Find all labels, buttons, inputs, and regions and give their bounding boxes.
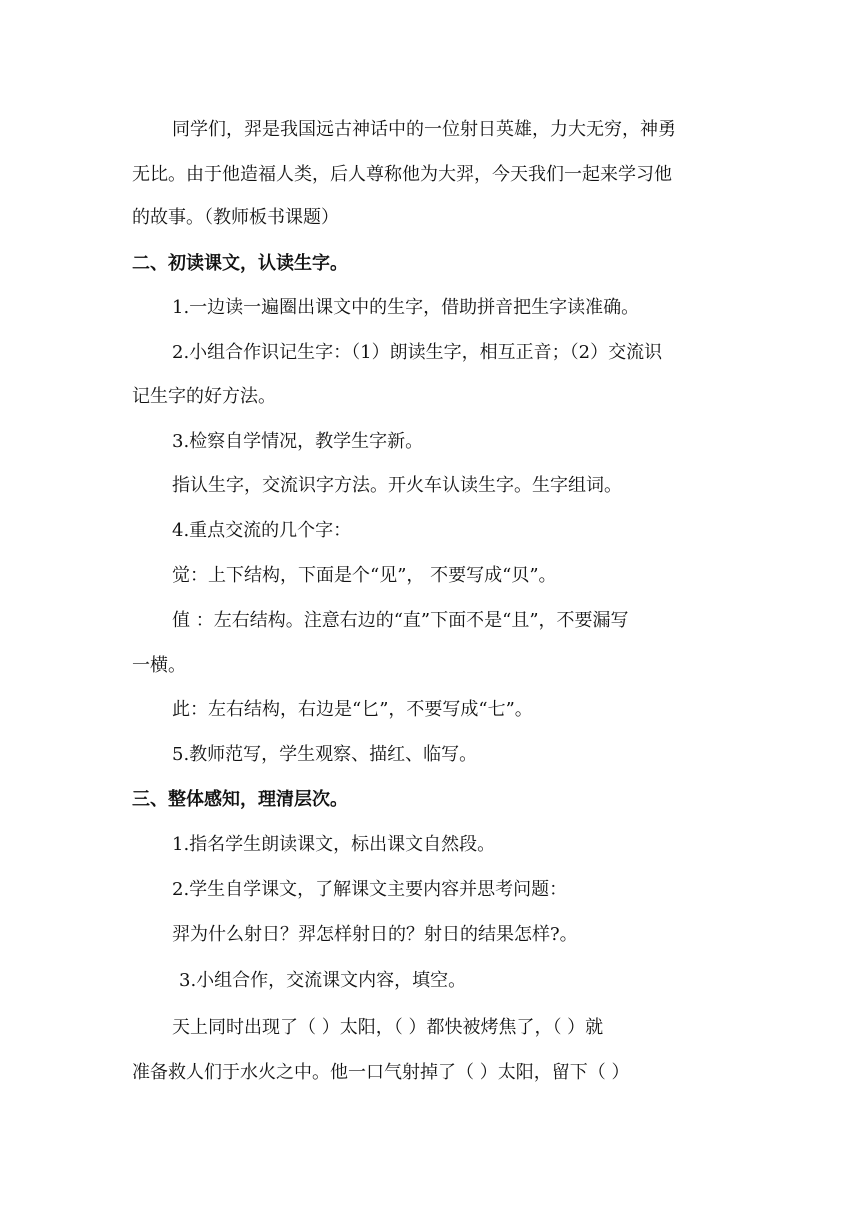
fill-blank-line-2: 准备救人们于水火之中。他一口气射掉了（ ）太阳，留下（ ） xyxy=(132,1062,630,1083)
list-item-1: 1.一边读一遍圈出课文中的生字，借助拼音把生字读准确。 xyxy=(172,297,640,318)
fill-blank-line-1: 天上同时出现了（ ）太阳，（ ）都快被烤焦了，（ ）就 xyxy=(172,1017,604,1038)
section3-item-1: 1.指名学生朗读课文，标出课文自然段。 xyxy=(172,834,496,855)
character-note-zhi-line-1: 值 ：左右结构。注意右边的“直”下面不是“且”，不要漏写 xyxy=(172,610,629,631)
intro-paragraph-line-2: 无比。由于他造福人类，后人尊称他为大羿，今天我们一起来学习他 xyxy=(132,164,672,185)
list-item-2-line-2: 记生字的好方法。 xyxy=(132,386,276,407)
intro-paragraph-line-3: 的故事。（教师板书课题） xyxy=(132,207,339,228)
intro-paragraph-line-1: 同学们，羿是我国远古神话中的一位射日英雄，力大无穷，神勇 xyxy=(172,119,676,140)
section3-item-3: 3.小组合作，交流课文内容，填空。 xyxy=(179,970,467,991)
list-item-5: 5.教师范写，学生观察、描红、临写。 xyxy=(172,744,478,765)
section3-item-2: 2.学生自学课文，了解课文主要内容并思考问题： xyxy=(172,879,568,900)
section-heading-3: 三、整体感知，理清层次。 xyxy=(132,789,348,810)
character-note-jue: 觉：上下结构，下面是个“见”， 不要写成“贝”。 xyxy=(172,565,557,586)
character-note-zhi-line-2: 一横。 xyxy=(132,655,186,676)
list-item-3-detail: 指认生字，交流识字方法。开火车认读生字。生字组词。 xyxy=(172,475,622,496)
section-heading-2: 二、初读课文，认读生字。 xyxy=(132,253,348,274)
section3-questions: 羿为什么射日？羿怎样射日的？射日的结果怎样?。 xyxy=(172,924,578,945)
list-item-3: 3.检察自学情况，教学生字新。 xyxy=(172,431,424,452)
list-item-2-line-1: 2.小组合作识记生字：（1）朗读生字，相互正音；（2）交流识 xyxy=(172,342,663,363)
character-note-ci: 此：左右结构，右边是“匕”，不要写成“七”。 xyxy=(172,699,533,720)
list-item-4: 4.重点交流的几个字： xyxy=(172,520,352,541)
